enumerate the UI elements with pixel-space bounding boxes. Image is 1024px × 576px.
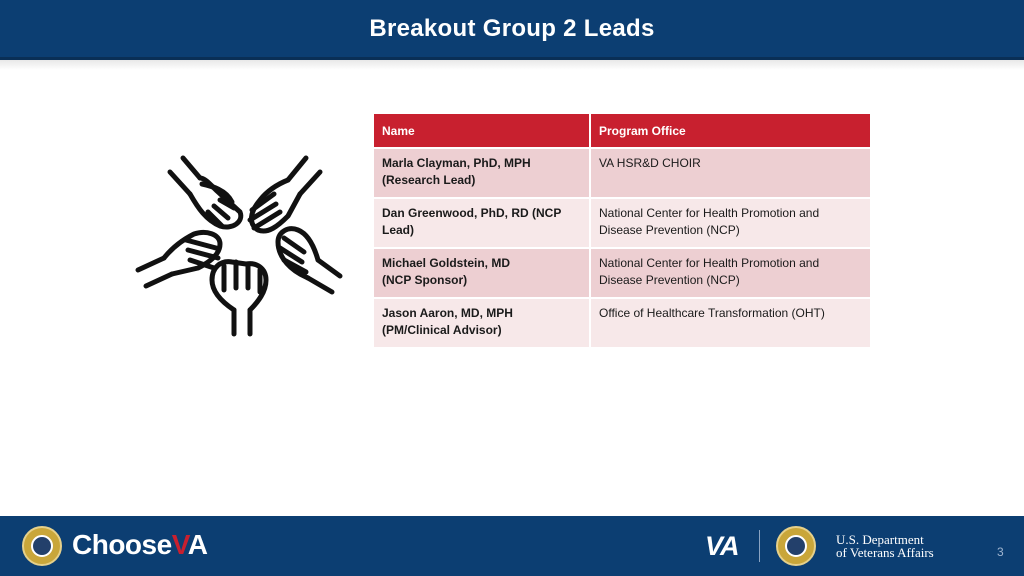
lead-name: Marla Clayman, PhD, MPH	[382, 156, 531, 170]
table-row	[374, 148, 871, 198]
va-seal-icon	[776, 526, 816, 566]
department-line1: U.S. Department	[836, 532, 924, 547]
lead-role: (Research Lead)	[382, 173, 476, 187]
program-office-cell	[590, 198, 871, 248]
choose-va-logo-a: A	[187, 529, 208, 560]
column-header-program-office: Program Office	[590, 114, 871, 148]
program-office-cell	[590, 298, 871, 348]
lead-name: Michael Goldstein, MD	[382, 256, 511, 270]
table-header-row	[374, 114, 871, 148]
hand-left	[138, 232, 220, 286]
program-office-line2: Disease Prevention (NCP)	[599, 273, 740, 287]
program-office-line1: Office of Healthcare Transformation (OHT)	[599, 306, 825, 320]
program-office-cell	[590, 148, 871, 198]
lead-name-cell	[374, 248, 590, 298]
footer-divider	[759, 530, 760, 562]
header-shadow	[0, 60, 1024, 70]
program-office-cell	[590, 248, 871, 298]
page-number: 3	[997, 545, 1004, 559]
hand-top-right	[250, 158, 320, 231]
choose-va-logo-text: Choose	[72, 529, 172, 560]
lead-role: (PM/Clinical Advisor)	[382, 323, 502, 337]
lead-name-cell	[374, 298, 590, 348]
lead-name: Dan Greenwood, PhD, RD (NCP	[382, 206, 562, 220]
department-name	[836, 533, 934, 559]
program-office-line2: Disease Prevention (NCP)	[599, 223, 740, 237]
choose-va-logo-v: V	[171, 529, 188, 560]
va-seal-icon	[22, 526, 62, 566]
column-header-name: Name	[374, 114, 590, 148]
lead-name-cell	[374, 148, 590, 198]
department-line2: of Veterans Affairs	[836, 545, 934, 560]
hand-top-left	[170, 158, 241, 227]
hand-bottom	[212, 262, 266, 334]
choose-va-logo	[72, 527, 208, 563]
hand-right	[278, 229, 340, 292]
table-row	[374, 198, 871, 248]
lead-name-cell	[374, 198, 590, 248]
leads-table	[374, 114, 872, 349]
program-office-line1: VA HSR&D CHOIR	[599, 156, 701, 170]
lead-role: Lead)	[382, 223, 415, 237]
slide-title: Breakout Group 2 Leads	[369, 15, 655, 42]
program-office-line1: National Center for Health Promotion and	[599, 206, 820, 220]
lead-role: (NCP Sponsor)	[382, 273, 468, 287]
hands-together-icon	[128, 150, 348, 340]
va-logo: VA	[705, 531, 739, 561]
table-row	[374, 248, 871, 298]
lead-name: Jason Aaron, MD, MPH	[382, 306, 513, 320]
table-row	[374, 298, 871, 348]
program-office-line1: National Center for Health Promotion and	[599, 256, 820, 270]
